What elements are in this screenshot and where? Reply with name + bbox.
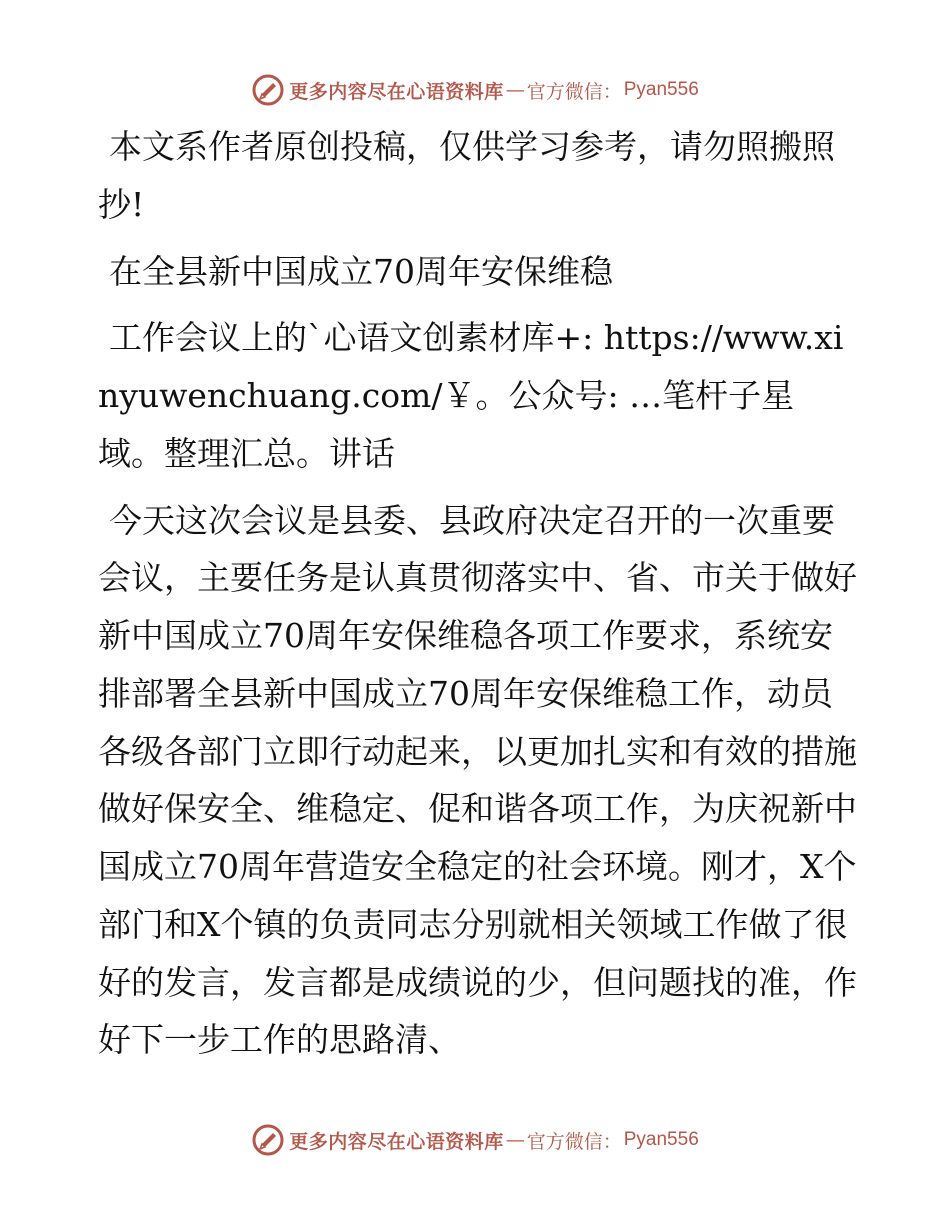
watermark-main-text: 更多内容尽在心语资料库 bbox=[289, 1130, 504, 1153]
watermark-wechat-label: 官方微信： bbox=[526, 80, 622, 103]
watermark-wechat-label: 官方微信： bbox=[526, 1130, 622, 1153]
document-title-line-2: 工作会议上的`心语文创素材库+: https://www.xinyuwenchuang.com/￥。公众号: …笔杆子星域。整理汇总。讲话 bbox=[98, 318, 844, 473]
watermark-dash: — bbox=[505, 79, 525, 101]
watermark-wechat-account: Pyan556 bbox=[623, 1129, 699, 1150]
document-body bbox=[98, 118, 858, 1078]
document-title-line-1: 在全县新中国成立70周年安保维稳 bbox=[109, 251, 613, 291]
pen-nib-logo-icon bbox=[251, 1123, 285, 1157]
watermark-wechat-account: Pyan556 bbox=[623, 79, 699, 100]
watermark-main-text: 更多内容尽在心语资料库 bbox=[289, 80, 504, 103]
watermark-dash: — bbox=[505, 1129, 525, 1151]
pen-nib-logo-icon bbox=[251, 73, 285, 107]
disclaimer-paragraph: 本文系作者原创投稿，仅供学习参考，请勿照搬照抄! bbox=[98, 127, 835, 224]
header-watermark-banner bbox=[0, 70, 950, 110]
body-paragraph: 今天这次会议是县委、县政府决定召开的一次重要会议，主要任务是认真贯彻落实中、省、市关于做好新中国成立70周年安保维稳各项工作要求，系统安排部署全县新中国成立70周年安保维稳工作，动员各级各部门立即行动起来，以更加扎实和有效的措施做好保安全、维稳定、促和谐各项工作，为庆祝新中国成立70周年营造安全稳定的社会环境。刚才，X个部门和X个镇的负责同志分别就相关领域工作做了很好的发言，发言都是成绩说的少，但问题找的准，作好下一步工作的思路清、 bbox=[98, 500, 857, 1060]
footer-watermark-banner bbox=[0, 1120, 950, 1160]
